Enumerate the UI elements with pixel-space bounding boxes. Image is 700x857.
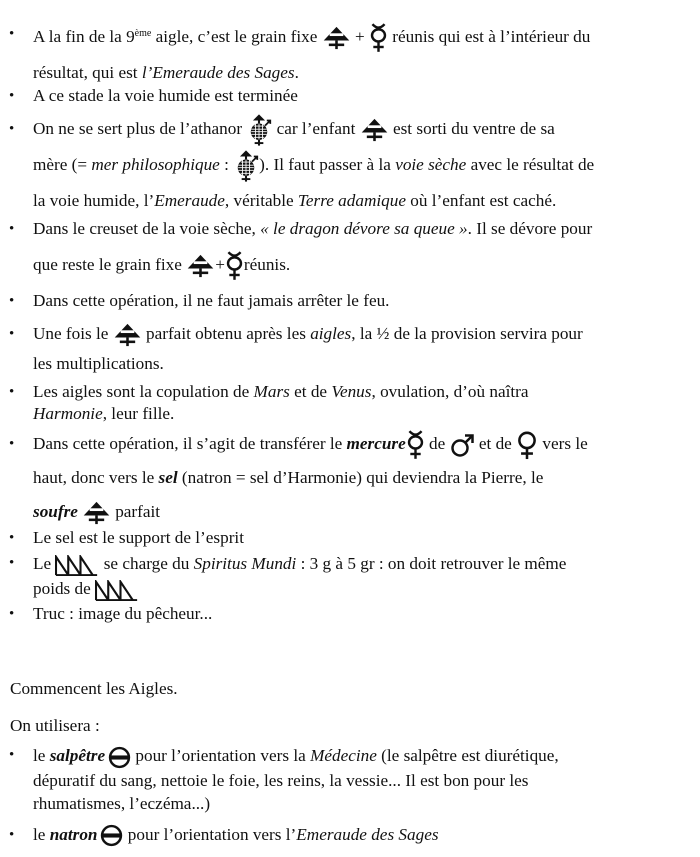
emphasis: Harmonie xyxy=(33,404,103,424)
text: Une fois le xyxy=(33,324,113,344)
text: , leur fille. xyxy=(102,404,175,424)
text: pour l’orientation vers la xyxy=(131,746,311,765)
emphasis: mer philosophique xyxy=(91,155,220,175)
text: résultat, qui est xyxy=(33,63,142,82)
list-item xyxy=(33,111,700,219)
text: (le salpêtre est diurétique, xyxy=(376,746,559,765)
list-item xyxy=(33,427,700,529)
text: et de xyxy=(289,382,332,402)
text: la voie humide, l’ xyxy=(33,191,155,211)
text: où l’enfant est caché. xyxy=(405,191,557,211)
text: réunis qui est à l’intérieur du xyxy=(388,27,591,46)
list-item xyxy=(33,821,700,849)
emphasis: Venus xyxy=(331,382,372,402)
emphasis-bold: salpêtre xyxy=(49,746,106,765)
text: , la ½ de la provision servira pour xyxy=(351,324,583,344)
mercury-icon xyxy=(406,430,425,460)
mercury-icon xyxy=(225,251,244,281)
text: (natron = sel d’Harmonie) qui deviendra la Pierre, le xyxy=(177,468,544,488)
emphasis: Emeraude xyxy=(154,191,225,211)
text: Truc : image du pêcheur... xyxy=(33,604,213,624)
text: se charge du xyxy=(99,554,194,574)
emphasis: Mars xyxy=(253,382,290,402)
emphasis-bold: mercure xyxy=(346,434,406,454)
text: A ce stade la voie humide est terminée xyxy=(33,86,298,105)
text: les multiplications. xyxy=(33,354,164,374)
section-heading: Commencent les Aigles. xyxy=(10,679,178,698)
emphasis-bold: soufre xyxy=(33,502,78,522)
text: vers le xyxy=(538,434,588,454)
emphasis: « le dragon dévore sa queue » xyxy=(260,219,468,239)
list-item xyxy=(33,551,700,601)
emphasis: l’Emeraude des Sages xyxy=(141,63,295,82)
text: avec le résultat de xyxy=(466,155,595,175)
plus-sign: + xyxy=(350,27,369,46)
intro-text: On utilisera : xyxy=(10,716,100,735)
emphasis-bold: natron xyxy=(49,824,98,844)
text: ). Il faut passer à la xyxy=(259,155,396,175)
text: Dans le creuset de la voie sèche, xyxy=(33,219,261,239)
emphasis-bold: sel xyxy=(158,468,178,488)
list-item xyxy=(33,319,700,379)
text: dépuratif du sang, nettoie le foie, les reins, la vessie... Il est bon pour les xyxy=(33,770,529,790)
list-item xyxy=(33,85,700,107)
list-item xyxy=(33,603,700,625)
mercury-icon xyxy=(369,23,388,53)
salt-circle-icon xyxy=(100,824,123,847)
text: réunis. xyxy=(243,255,291,275)
emphasis: Spiritus Mundi xyxy=(193,554,297,574)
list-item xyxy=(33,211,700,283)
sawtooth-icon xyxy=(55,555,99,576)
mars-icon xyxy=(450,433,475,458)
text: Les aigles sont la copulation de xyxy=(33,382,254,402)
sawtooth-icon xyxy=(95,580,139,601)
text: de xyxy=(424,434,450,454)
athanor-icon xyxy=(233,149,259,183)
emphasis: aigles xyxy=(310,324,352,344)
list-item xyxy=(33,381,700,425)
sel-icon xyxy=(322,26,351,50)
athanor-icon xyxy=(246,113,272,147)
sel-icon xyxy=(186,254,215,278)
text: pour l’orientation vers l’ xyxy=(123,824,297,844)
sel-icon xyxy=(113,323,142,347)
text: : 3 g à 5 gr : on doit retrouver le même xyxy=(296,554,567,574)
venus-icon xyxy=(516,431,538,460)
text: Dans cette opération, il s’agit de transférer le xyxy=(33,434,347,454)
text: , véritable xyxy=(224,191,298,211)
list-item xyxy=(33,283,700,319)
emphasis: Emeraude des Sages xyxy=(296,824,439,844)
text: poids de xyxy=(33,579,96,599)
text: parfait obtenu après les xyxy=(141,324,311,344)
text: car l’enfant xyxy=(272,119,360,138)
bullet-list-aigles xyxy=(7,744,700,849)
text: le xyxy=(33,746,50,765)
sel-icon xyxy=(82,501,111,525)
text: aigle, c’est le grain fixe xyxy=(151,27,322,46)
text: parfait xyxy=(110,502,161,522)
text: et de xyxy=(474,434,517,454)
sel-icon xyxy=(360,118,389,142)
text: Le sel est le support de l’esprit xyxy=(33,528,244,548)
text: Le xyxy=(33,554,56,574)
text: Dans cette opération, il ne faut jamais arrêter le feu. xyxy=(33,291,390,311)
text: : xyxy=(219,155,234,175)
list-item xyxy=(33,744,700,815)
text: A la fin de la 9 xyxy=(33,27,135,46)
text: . xyxy=(294,63,299,82)
bullet-list-main xyxy=(7,16,700,625)
salt-circle-icon xyxy=(108,746,131,769)
superscript: ème xyxy=(134,28,152,39)
text: mère (= xyxy=(33,155,92,175)
text: , ovulation, d’où naîtra xyxy=(371,382,529,402)
text: le xyxy=(33,824,50,844)
emphasis: Médecine xyxy=(310,746,377,765)
emphasis: voie sèche xyxy=(395,155,467,175)
plus-sign: + xyxy=(215,255,225,275)
text: est sorti du ventre de sa xyxy=(388,119,555,138)
list-item xyxy=(33,16,700,91)
emphasis: Terre adamique xyxy=(297,191,406,211)
list-item xyxy=(33,527,700,549)
text: que reste le grain fixe xyxy=(33,255,187,275)
text: haut, donc vers le xyxy=(33,468,159,488)
text: rhumatismes, l’eczéma...) xyxy=(33,793,211,813)
text: . Il se dévore pour xyxy=(467,219,593,239)
text: On ne se sert plus de l’athanor xyxy=(33,119,247,138)
